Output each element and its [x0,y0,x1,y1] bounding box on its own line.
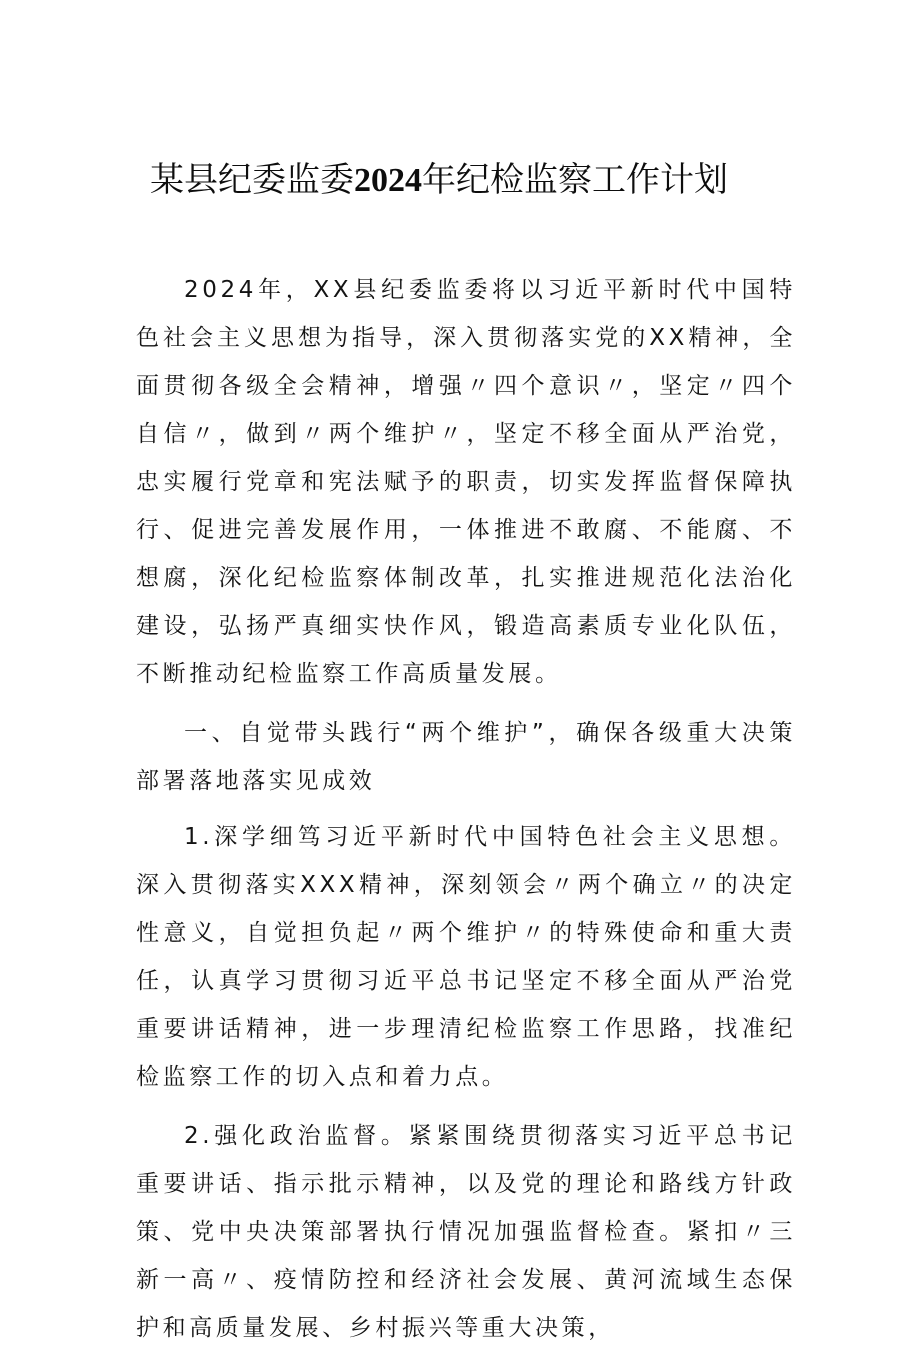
title-suffix: 年纪检监察工作计划 [422,160,728,200]
intro-paragraph: 2024年，XX县纪委监委将以习近平新时代中国特色社会主义思想为指导，深入贯彻落实党的XX精神，全面贯彻各级全会精神，增强〃四个意识〃，坚定〃四个自信〃，做到〃两个维护〃，坚定不移全面从严治党，忠实履行党章和宪法赋予的职责，切实发挥监督保障执行、促进完善发展作用，一体推进不敢腐、不能腐、不想腐，深化纪检监察体制改革，扎实推进规范化法治化建设，弘扬严真细实快作风，锻造高素质专业化队伍，不断推动纪检监察工作高质量发展。 [136,277,796,687]
title-prefix: 某县纪委监委 [150,160,354,200]
document-title [150,152,830,209]
item-two-paragraph: 2.强化政治监督。紧紧围绕贯彻落实习近平总书记重要讲话、指示批示精神，以及党的理论和路线方针政策、党中央决策部署执行情况加强监督检查。紧扣〃三新一高〃、疫情防控和经济社会发展、黄河流域生态保护和高质量发展、乡村振兴等重大决策， [136,1123,796,1341]
document-body [136,266,796,1363]
section-heading-one: 一、自觉带头践行“两个维护”，确保各级重大决策部署落地落实见成效 [136,720,796,794]
title-year: 2024 [354,162,422,199]
item-one-paragraph: 1.深学细笃习近平新时代中国特色社会主义思想。深入贯彻落实XXX精神，深刻领会〃两个确立〃的决定性意义，自觉担负起〃两个维护〃的特殊使命和重大责任，认真学习贯彻习近平总书记坚定不移全面从严治党重要讲话精神，进一步理清纪检监察工作思路，找准纪检监察工作的切入点和着力点。 [136,824,796,1090]
